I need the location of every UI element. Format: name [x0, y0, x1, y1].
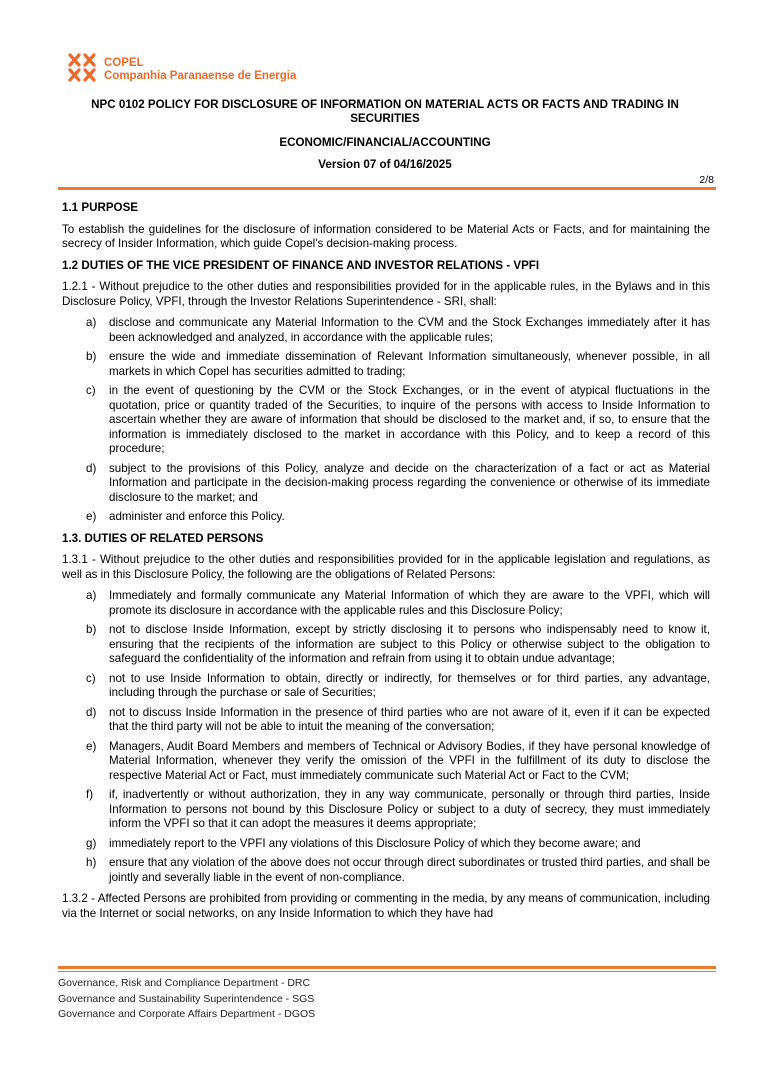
- list-item: [62, 788, 710, 832]
- list-item-text: not to disclose Inside Information, except by strictly disclosing it to persons who indispensably need to know it, ensuring that the recipients of the information are subject to this Policy or otherwise subject to the obligation to safeguard the confidentiality of the information and refrain from using it to obtain undue advantage;: [109, 623, 710, 665]
- list-marker: h): [86, 856, 97, 869]
- list-item-text: Immediately and formally communicate any Material Information of which they are aware to the VPFI, which will promote its disclosure in accordance with the applicable rules and this Disclosure Policy;: [109, 589, 710, 617]
- list-item: [62, 462, 710, 506]
- list-item: [62, 623, 710, 667]
- list-item-text: Managers, Audit Board Members and members of Technical or Advisory Bodies, if they have personal knowledge of Material Information, whenever they verify the omission of the VPFI in the fulfillment of its duty to disclose the respective Material Act or Fact, must immediately communicate such Material Act or Fact to the CVM;: [109, 739, 710, 782]
- list-marker: c): [86, 384, 96, 397]
- list-item: [62, 316, 710, 345]
- list-item: [62, 589, 710, 618]
- logo-brand-name: COPEL: [104, 57, 144, 69]
- list-item: [62, 837, 710, 852]
- purpose-paragraph: To establish the guidelines for the disclosure of information considered to be Material Acts or Facts, and for maintaining the secrecy of Insider Information, which guide Copel's decision-making process.: [62, 222, 710, 250]
- footer-department-dgos: Governance and Corporate Affairs Department - DGOS: [58, 1008, 316, 1020]
- list-item-text: in the event of questioning by the CVM or the Stock Exchanges, or in the event of atypical fluctuations in the quotation, price or quantity traded of the Securities, to inquire of the persons with access to Inside Information to ascertain whether they are aware of information that should be disclosed to the market and, if so, to ensure that the information is immediately disclosed to the market in accordance with this Policy, and to keep a record of this procedure;: [109, 384, 710, 455]
- page-number: 2/8: [699, 174, 714, 186]
- list-item-text: immediately report to the VPFI any violations of this Disclosure Policy of which they become aware; and: [109, 836, 641, 850]
- paragraph-1-3-2: 1.3.2 - Affected Persons are prohibited from providing or commenting in the media, by any means of communication, including via the Internet or social networks, on any Inside Information to which they have had: [62, 892, 710, 920]
- list-marker: f): [86, 788, 94, 801]
- list-item-text: subject to the provisions of this Policy, analyze and decide on the characterization of a fact or act as Material Information and participate in the decision-making process regarding the convenience or otherwise of its immediate disclosure to the market; and: [109, 461, 710, 504]
- footer-department-drc: Governance, Risk and Compliance Department - DRC: [58, 977, 311, 989]
- footer-superintendence-sgs: Governance and Sustainability Superintendence - SGS: [58, 992, 315, 1005]
- list-item: [62, 350, 710, 379]
- list-marker: c): [86, 671, 96, 685]
- section-heading-vpfi-duties: 1.2 DUTIES OF THE VICE PRESIDENT OF FINANCE AND INVESTOR RELATIONS - VPFI: [62, 258, 540, 272]
- vpfi-intro-paragraph: 1.2.1 - Without prejudice to the other duties and responsibilities provided for in the applicable rules, in the Bylaws and in this Disclosure Policy, VPFI, through the Investor Relations Superintendence - SRI, shall:: [62, 280, 710, 308]
- list-item-text: ensure the wide and immediate dissemination of Relevant Information simultaneously, whenever possible, in all markets in which Copel has securities admitted to trading;: [109, 350, 710, 378]
- list-marker: d): [86, 461, 97, 475]
- page-footer: [58, 976, 315, 1023]
- document-category: ECONOMIC/FINANCIAL/ACCOUNTING: [279, 136, 491, 149]
- list-marker: a): [86, 589, 97, 602]
- list-item: [62, 740, 710, 784]
- list-marker: g): [86, 836, 97, 850]
- list-item-text: not to discuss Inside Information in the presence of third parties who are not aware of it, even if it can be expected that the third party will not be able to intuit the meaning of the conversation;: [109, 705, 710, 733]
- section-heading-purpose: 1.1 PURPOSE: [62, 201, 139, 214]
- list-item: [62, 510, 710, 525]
- list-marker: b): [86, 623, 97, 636]
- list-item: [62, 384, 710, 457]
- document-title: NPC 0102 POLICY FOR DISCLOSURE OF INFORMATION ON MATERIAL ACTS OR FACTS AND TRADING IN SECURITIES: [91, 98, 679, 125]
- list-item-text: not to use Inside Information to obtain, directly or indirectly, for themselves or for third parties, any advantage, including through the purchase or sale of Securities;: [109, 671, 710, 699]
- vpfi-duties-list: [62, 316, 710, 525]
- footer-divider-thin: [58, 971, 716, 972]
- document-body: [62, 201, 710, 928]
- related-persons-duties-list: [62, 589, 710, 885]
- document-version: Version 07 of 04/16/2025: [318, 158, 452, 171]
- list-item: [62, 856, 710, 885]
- list-marker: d): [86, 705, 97, 719]
- list-item: [62, 706, 710, 735]
- footer-divider: [58, 966, 716, 969]
- list-marker: a): [86, 316, 97, 329]
- list-item-text: if, inadvertently or without authorization, they in any way communicate, personally or through third parties, Inside Information to persons not bound by this Disclosure Policy or subject to a duty of secrecy, they must immediately inform the VPFI so that it can adopt the measures it deems appropriate;: [109, 788, 710, 830]
- list-marker: e): [86, 510, 97, 523]
- list-marker: e): [86, 739, 97, 753]
- list-marker: b): [86, 350, 97, 363]
- logo-company-name: Companhia Paranaense de Energia: [104, 70, 297, 82]
- list-item: [62, 672, 710, 701]
- list-item-text: ensure that any violation of the above does not occur through direct subordinates or trusted third parties, and shall be jointly and severally liable in the event of non-compliance.: [109, 856, 710, 884]
- list-item-text: administer and enforce this Policy.: [109, 510, 285, 523]
- section-heading-related-persons: 1.3. DUTIES OF RELATED PERSONS: [62, 531, 264, 545]
- list-item-text: disclose and communicate any Material Information to the CVM and the Stock Exchanges immediately after it has been acknowledged and analyzed, in accordance with the applicable rules;: [109, 316, 710, 344]
- related-persons-intro-paragraph: 1.3.1 - Without prejudice to the other duties and responsibilities provided for in the applicable legislation and regulations, as well as in this Disclosure Policy, the following are the obligations of Related Persons:: [62, 553, 710, 581]
